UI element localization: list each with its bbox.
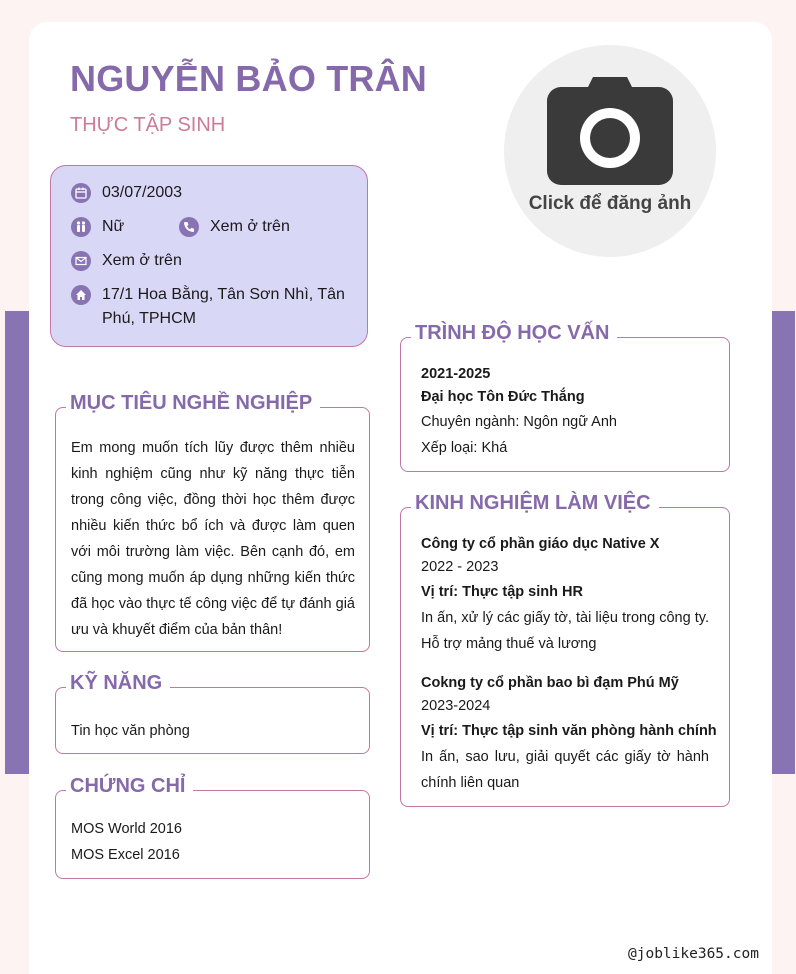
birthday-value: 03/07/2003	[102, 184, 183, 201]
job-period: 2023-2024	[421, 698, 491, 714]
footer-credit: @joblike365.com	[628, 946, 759, 962]
certificate-item: MOS World 2016	[71, 821, 182, 837]
email-value: Xem ở trên	[102, 252, 182, 269]
phone-row	[179, 215, 290, 239]
skills-title: KỸ NĂNG	[66, 668, 170, 698]
phone-value: Xem ở trên	[210, 218, 290, 235]
experience-section	[400, 492, 730, 807]
right-accent-band	[772, 311, 795, 774]
job-company: Cokng ty cổ phần bao bì đạm Phú Mỹ	[421, 675, 679, 691]
experience-title: KINH NGHIỆM LÀM VIỆC	[411, 488, 659, 518]
birthday-row	[71, 181, 182, 205]
job-position: Vị trí: Thực tập sinh HR	[421, 584, 583, 600]
certificate-item: MOS Excel 2016	[71, 847, 180, 863]
career-objective-section	[55, 392, 370, 652]
photo-upload[interactable]	[504, 45, 716, 257]
education-title: TRÌNH ĐỘ HỌC VẤN	[411, 318, 617, 348]
certificates-title: CHỨNG CHỈ	[66, 771, 193, 801]
camera-icon	[547, 75, 673, 185]
education-section	[400, 322, 730, 472]
education-period: 2021-2025	[421, 366, 491, 382]
gender-value: Nữ	[102, 218, 125, 235]
home-icon	[71, 285, 91, 305]
skill-item: Tin học văn phòng	[71, 723, 190, 739]
job-position: Vị trí: Thực tập sinh văn phòng hành chính	[421, 723, 717, 739]
gender-row	[71, 215, 124, 239]
phone-icon	[179, 217, 199, 237]
gender-icon	[71, 217, 91, 237]
skills-section	[55, 672, 370, 754]
email-row	[71, 249, 182, 273]
job-period: 2022 - 2023	[421, 559, 499, 575]
candidate-name: NGUYỄN BẢO TRÂN	[70, 58, 428, 99]
address-value: 17/1 Hoa Bằng, Tân Sơn Nhì, Tân Phú, TPHCM	[102, 286, 345, 327]
photo-upload-caption: Click để đăng ảnh	[528, 193, 692, 214]
candidate-role: THỰC TẬP SINH	[70, 114, 226, 136]
job-company: Công ty cổ phần giáo dục Native X	[421, 536, 660, 552]
career-objective-text: Em mong muốn tích lũy được thêm nhiều kinh nghiệm cũng như kỹ năng thực tiễn trong công việc, đồng thời học thêm được nhiều kiến thức bổ ích và được làm quen với môi trường làm việc. Bên cạnh đó, em cũng mong muốn áp dụng những kiến thức đã học vào thực tế công việc để tự đánh giá ưu và khuyết điểm của bản thân!	[71, 440, 355, 638]
job-description: In ấn, xử lý các giấy tờ, tài liệu trong công ty. Hỗ trợ mảng thuế và lương	[421, 610, 709, 652]
email-icon	[71, 251, 91, 271]
address-row	[71, 283, 356, 331]
education-grade: Xếp loại: Khá	[421, 440, 508, 456]
contact-box	[50, 165, 368, 347]
education-school: Đại học Tôn Đức Thắng	[421, 389, 585, 405]
certificates-section	[55, 775, 370, 879]
calendar-icon	[71, 183, 91, 203]
career-objective-title: MỤC TIÊU NGHỀ NGHIỆP	[66, 388, 320, 418]
left-accent-band	[5, 311, 30, 774]
education-major: Chuyên ngành: Ngôn ngữ Anh	[421, 414, 617, 430]
job-description: In ấn, sao lưu, giải quyết các giấy tờ hành chính liên quan	[421, 749, 709, 791]
